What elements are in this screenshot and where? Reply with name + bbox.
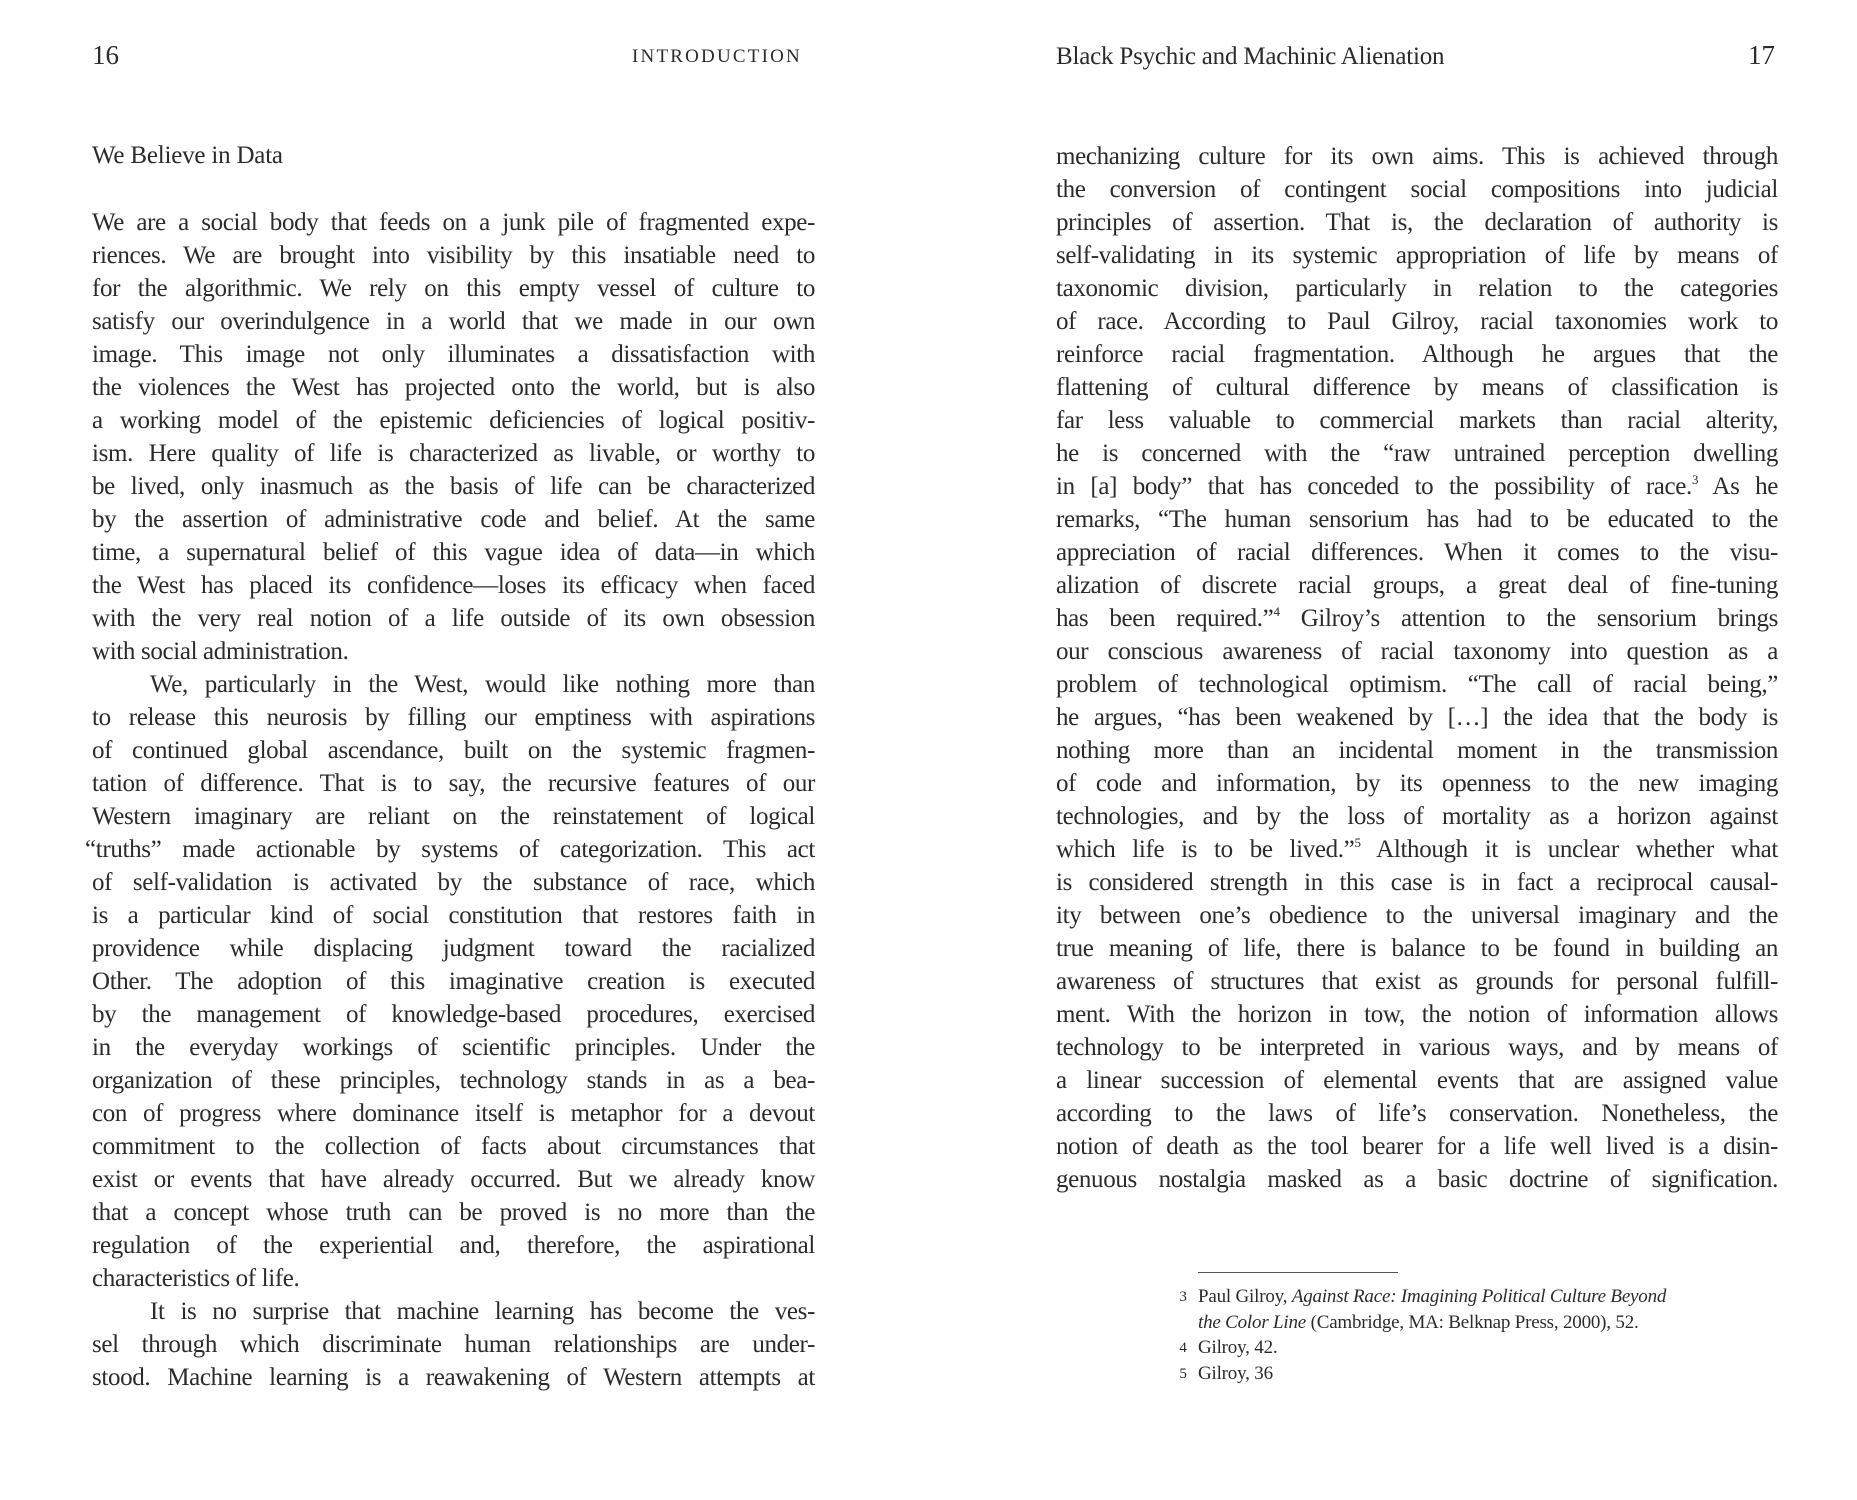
text-line (1056, 602, 1778, 635)
text-line-content: of self-validation is activated by the substance of race, which (92, 869, 815, 896)
text-line (1056, 734, 1778, 767)
text-line (1056, 239, 1778, 272)
text-line-content: the West has placed its confidence—loses its efficacy when faced (92, 572, 815, 599)
text-line-content: has been required.” (1056, 605, 1274, 632)
text-line-content: regulation of the experiential and, therefore, the aspirational (92, 1232, 815, 1259)
text-line (1056, 338, 1778, 371)
text-line (92, 1031, 815, 1064)
footnote-number: 3 (1179, 1289, 1187, 1305)
text-line-content: notion of death as the tool bearer for a life well lived is a disin- (1056, 1133, 1778, 1160)
text-line-content: ism. Here quality of life is characterized as livable, or worthy to (92, 440, 815, 467)
text-line-content: flattening of cultural difference by means of classification is (1056, 374, 1778, 401)
text-line (92, 1295, 815, 1328)
body-text (85, 206, 815, 1394)
footnote (1176, 1361, 1776, 1387)
text-line-content: Although it is unclear whether what (1360, 836, 1778, 863)
text-line-content: genuous nostalgia masked as a basic doctrine of signification. (1056, 1166, 1778, 1193)
footnote-reference[interactable]: 3 (1691, 472, 1699, 487)
text-line (1056, 767, 1778, 800)
text-line (92, 272, 815, 305)
text-line-content: a linear succession of elemental events that are assigned value (1056, 1067, 1778, 1094)
text-line-content: sel through which discriminate human relationships are under- (92, 1331, 815, 1358)
text-line-content: he is concerned with the “raw untrained perception dwelling (1056, 440, 1778, 467)
text-line (92, 371, 815, 404)
text-line-content: exist or events that have already occurred. But we already know (92, 1166, 815, 1193)
text-line-content: to release this neurosis by filling our emptiness with aspirations (92, 704, 815, 731)
text-line (1056, 866, 1778, 899)
text-line (92, 866, 815, 899)
text-line-content: We, particularly in the West, would like nothing more than (150, 671, 815, 698)
text-line-content: Other. The adoption of this imaginative creation is executed (92, 968, 815, 995)
footnote-number: 4 (1179, 1340, 1187, 1356)
text-line-content: for the algorithmic. We rely on this empty vessel of culture to (92, 275, 815, 302)
text-line (92, 437, 815, 470)
footnote (1176, 1335, 1776, 1361)
page-number: 16 (92, 40, 119, 70)
text-line (92, 998, 815, 1031)
text-line (92, 503, 815, 536)
text-line-content: It is no surprise that machine learning has become the ves- (150, 1298, 815, 1325)
footnote-text (1198, 1284, 1776, 1335)
text-line (1056, 1163, 1778, 1196)
text-line-content: We are a social body that feeds on a junk pile of fragmented expe- (92, 209, 815, 236)
text-line (92, 404, 815, 437)
text-line-content: commitment to the collection of facts about circumstances that (92, 1133, 815, 1160)
text-line (1056, 206, 1778, 239)
text-line-content: technology to be interpreted in various ways, and by means of (1056, 1034, 1778, 1061)
text-line (1056, 173, 1778, 206)
text-line (1056, 932, 1778, 965)
text-line (1056, 998, 1778, 1031)
text-line (1056, 569, 1778, 602)
text-line (92, 1229, 815, 1262)
text-line-content: ity between one’s obedience to the universal imaginary and the (1056, 902, 1778, 929)
text-line-content: mechanizing culture for its own aims. This is achieved through (1056, 143, 1778, 170)
text-line (1056, 404, 1778, 437)
text-line (1056, 668, 1778, 701)
text-line-content: remarks, “The human sensorium has had to be educated to the (1056, 506, 1778, 533)
text-line-content: is a particular kind of social constitution that restores faith in (92, 902, 815, 929)
text-line-content: he argues, “has been weakened by […] the idea that the body is (1056, 704, 1778, 731)
footnote-text: Gilroy, 36 (1198, 1362, 1273, 1384)
text-line-content: characteristics of life. (92, 1265, 300, 1292)
text-line (1056, 272, 1778, 305)
text-line-content: problem of technological optimism. “The call of racial being,” (1056, 671, 1778, 698)
text-line (92, 767, 815, 800)
text-line-content: “truths” made actionable by systems of categorization. This act (85, 836, 815, 863)
text-line-content: satisfy our overindulgence in a world that we made in our own (92, 308, 815, 335)
text-line-content: far less valuable to commercial markets than racial alterity, (1056, 407, 1778, 434)
text-line (92, 1328, 815, 1361)
text-line (92, 932, 815, 965)
text-line-content: Gilroy’s attention to the sensorium brings (1279, 605, 1778, 632)
text-line (1056, 470, 1778, 503)
text-line (1056, 140, 1778, 173)
text-line (85, 833, 815, 866)
text-line-content: of continued global ascendance, built on the systemic fragmen- (92, 737, 815, 764)
text-line-content: is considered strength in this case is in fact a reciprocal causal- (1056, 869, 1778, 896)
text-line-content: which life is to be lived.” (1056, 836, 1355, 863)
text-line (1056, 536, 1778, 569)
text-line (92, 734, 815, 767)
text-line-content: with social administration. (92, 638, 349, 665)
text-line (92, 305, 815, 338)
text-line (1056, 701, 1778, 734)
text-line (92, 1361, 815, 1394)
text-line (92, 635, 815, 668)
text-line (92, 338, 815, 371)
left-page (0, 0, 928, 1500)
text-line (1056, 1031, 1778, 1064)
footnote-text: Gilroy, 42. (1198, 1337, 1278, 1358)
text-line (92, 1064, 815, 1097)
text-line (92, 668, 815, 701)
text-line-content: riences. We are brought into visibility by this insatiable need to (92, 242, 815, 269)
text-line (1056, 437, 1778, 470)
text-line (1056, 965, 1778, 998)
body-text (1056, 140, 1778, 1196)
text-line (1056, 371, 1778, 404)
text-line (92, 206, 815, 239)
text-line-content: with the very real notion of a life outside of its own obsession (92, 605, 815, 632)
text-line-content: by the management of knowledge-based procedures, exercised (92, 1001, 815, 1028)
text-line-content: of race. According to Paul Gilroy, racial taxonomies work to (1056, 308, 1778, 335)
text-line-content: self-validating in its systemic appropriation of life by means of (1056, 242, 1778, 269)
text-line-content: our conscious awareness of racial taxonomy into question as a (1056, 638, 1778, 665)
text-line-content: image. This image not only illuminates a dissatisfaction with (92, 341, 815, 368)
text-line-content: of code and information, by its openness to the new imaging (1056, 770, 1778, 797)
running-head: Black Psychic and Machinic Alienation (1056, 43, 1445, 70)
text-line-content: true meaning of life, there is balance to be found in building an (1056, 935, 1778, 962)
text-line-content: alization of discrete racial groups, a great deal of fine-tuning (1056, 572, 1778, 599)
text-line-content: reinforce racial fragmentation. Although he argues that the (1056, 341, 1778, 368)
text-line (92, 569, 815, 602)
text-line-content: in the everyday workings of scientific principles. Under the (92, 1034, 815, 1061)
text-line (1056, 833, 1778, 866)
footnote-book-title-cont: the Color Line (1198, 1311, 1307, 1333)
footnote-reference[interactable]: 4 (1273, 604, 1280, 619)
text-line (92, 602, 815, 635)
text-line-content: tation of difference. That is to say, the recursive features of our (92, 770, 815, 797)
text-line (1056, 503, 1778, 536)
text-line-content: nothing more than an incidental moment in the transmission (1056, 737, 1778, 764)
text-line-content: principles of assertion. That is, the declaration of authority is (1056, 209, 1778, 236)
footnote-author: Paul Gilroy, (1198, 1286, 1292, 1307)
text-line-content: stood. Machine learning is a reawakening of Western attempts at (92, 1364, 815, 1391)
text-line-content: Western imaginary are reliant on the reinstatement of logical (92, 803, 815, 830)
footnote-divider (1198, 1272, 1398, 1273)
text-line-content: organization of these principles, technology stands in as a bea- (92, 1067, 815, 1094)
text-line-content: that a concept whose truth can be proved is no more than the (92, 1199, 815, 1226)
footnote-number: 5 (1179, 1365, 1187, 1382)
text-line-content: a working model of the epistemic deficiencies of logical positiv- (92, 407, 815, 434)
text-line (92, 1196, 815, 1229)
text-line-content: according to the laws of life’s conservation. Nonetheless, the (1056, 1100, 1778, 1127)
text-line (92, 1097, 815, 1130)
text-line (92, 899, 815, 932)
text-line (1056, 800, 1778, 833)
text-line (92, 701, 815, 734)
text-line-content: awareness of structures that exist as grounds for personal fulfill- (1056, 968, 1778, 995)
text-line-content: taxonomic division, particularly in relation to the categories (1056, 275, 1778, 302)
text-line (1056, 635, 1778, 668)
text-line (92, 1130, 815, 1163)
text-line-content: con of progress where dominance itself is metaphor for a devout (92, 1100, 815, 1127)
text-line (92, 470, 815, 503)
footnote-reference[interactable]: 5 (1354, 835, 1361, 850)
text-line (92, 1163, 815, 1196)
footnote-publication: (Cambridge, MA: Belknap Press, 2000), 52. (1306, 1311, 1639, 1333)
footnotes (1176, 1284, 1776, 1386)
footnote-book-title: Against Race: Imagining Political Culture Beyond (1291, 1286, 1667, 1307)
text-line (92, 800, 815, 833)
text-line (92, 536, 815, 569)
text-line (92, 1262, 815, 1295)
page-number: 17 (1748, 40, 1775, 70)
text-line (92, 239, 815, 272)
running-head: INTRODUCTION (632, 46, 802, 67)
text-line-content: appreciation of racial differences. When it comes to the visu- (1056, 539, 1778, 566)
text-line-content: ment. With the horizon in tow, the notion of information allows (1056, 1001, 1778, 1028)
footnote (1176, 1284, 1776, 1335)
text-line-content: As he (1698, 473, 1778, 500)
text-line (1056, 1097, 1778, 1130)
text-line-content: in [a] body” that has conceded to the possibility of race. (1056, 473, 1692, 500)
text-line (1056, 1064, 1778, 1097)
text-line-content: the violences the West has projected onto the world, but is also (92, 374, 815, 401)
text-line (92, 965, 815, 998)
text-line-content: technologies, and by the loss of mortality as a horizon against (1056, 803, 1778, 830)
text-line (1056, 899, 1778, 932)
text-line (1056, 305, 1778, 338)
text-line-content: the conversion of contingent social compositions into judicial (1056, 176, 1778, 203)
section-heading: We Believe in Data (92, 142, 283, 169)
right-page (928, 0, 1857, 1500)
text-line-content: providence while displacing judgment toward the racialized (92, 935, 815, 962)
text-line-content: time, a supernatural belief of this vague idea of data—in which (92, 539, 815, 566)
text-line (1056, 1130, 1778, 1163)
text-line-content: by the assertion of administrative code and belief. At the same (92, 506, 815, 533)
text-line-content: be lived, only inasmuch as the basis of life can be characterized (92, 473, 815, 500)
